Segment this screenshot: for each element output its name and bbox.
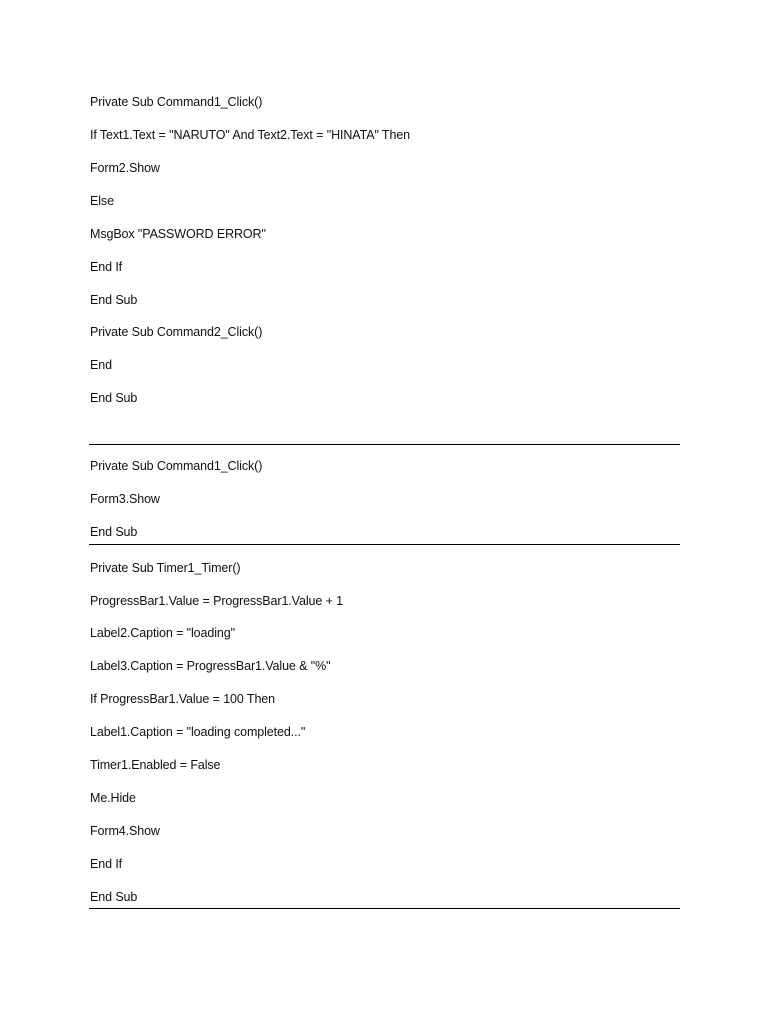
code-line: Private Sub Timer1_Timer(): [90, 561, 241, 575]
code-line: Label3.Caption = ProgressBar1.Value & "%": [90, 659, 331, 673]
code-line: End Sub: [90, 525, 138, 539]
code-line: Form2.Show: [90, 161, 160, 175]
code-line: If ProgressBar1.Value = 100 Then: [90, 692, 275, 706]
code-line: End Sub: [90, 293, 138, 307]
code-line: End Sub: [90, 391, 138, 405]
code-line: Me.Hide: [90, 791, 136, 805]
code-line: Label2.Caption = "loading": [90, 626, 235, 640]
section-divider: [89, 908, 680, 909]
code-line: MsgBox "PASSWORD ERROR": [90, 227, 266, 241]
code-line: If Text1.Text = "NARUTO" And Text2.Text = "HINATA" Then: [90, 128, 411, 142]
code-line: Timer1.Enabled = False: [90, 758, 221, 772]
code-line: ProgressBar1.Value = ProgressBar1.Value + 1: [90, 594, 344, 608]
section-divider: [89, 544, 680, 545]
code-line: Form4.Show: [90, 824, 160, 838]
code-line: End Sub: [90, 890, 138, 904]
code-line: End: [90, 358, 112, 372]
code-line: Private Sub Command1_Click(): [90, 459, 263, 473]
code-line: Form3.Show: [90, 492, 160, 506]
code-line: Label1.Caption = "loading completed...": [90, 725, 306, 739]
code-line: Private Sub Command2_Click(): [90, 325, 263, 339]
code-line: Else: [90, 194, 114, 208]
code-line: End If: [90, 260, 123, 274]
section-divider: [89, 444, 680, 445]
code-line: End If: [90, 857, 123, 871]
code-line: Private Sub Command1_Click(): [90, 95, 263, 109]
